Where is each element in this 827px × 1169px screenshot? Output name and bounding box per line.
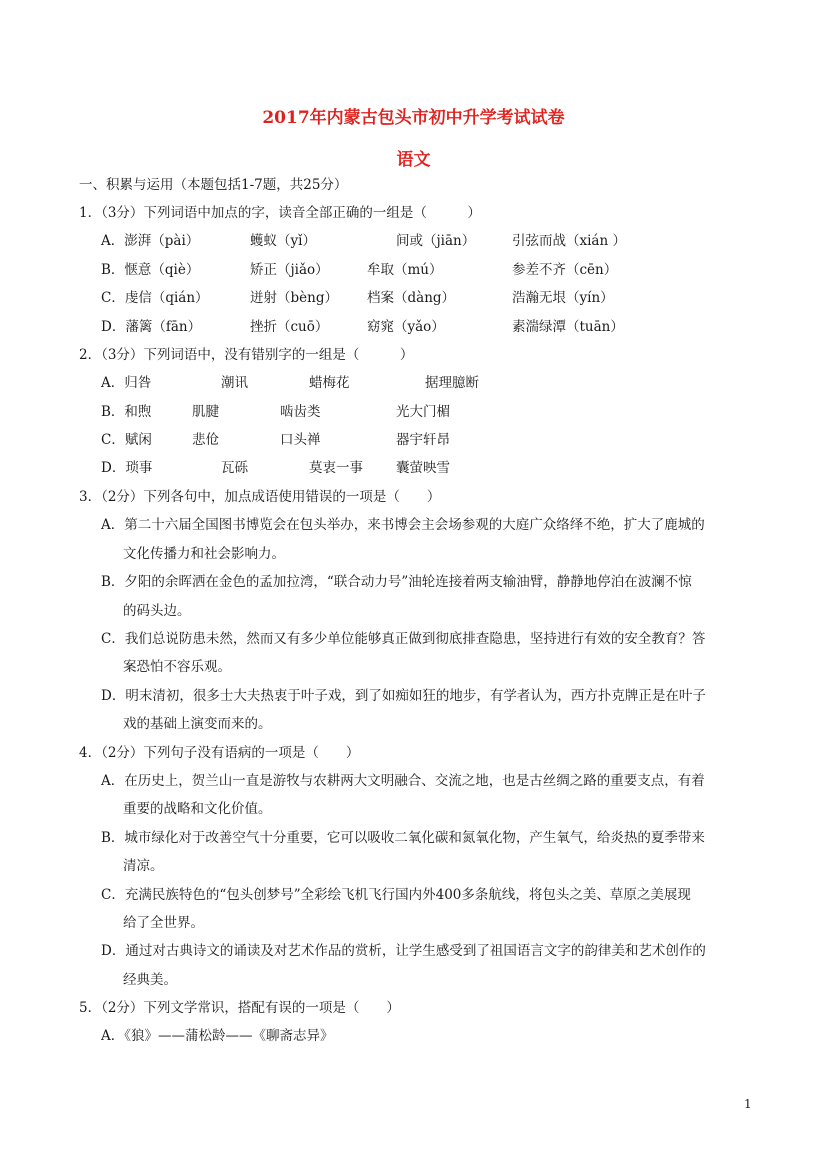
q3-option-b-line2: 的码头边。 [123, 603, 191, 619]
q1-c-col2: 迸射（bèng） [250, 290, 338, 306]
q4-option-b-line2: 清凉。 [123, 858, 164, 874]
q4-option-a-line2: 重要的战略和文化价值。 [123, 801, 272, 817]
q2-c-col3: 口头禅 [280, 432, 321, 448]
q2-a-col4: 据理臆断 [425, 375, 479, 391]
q2-d-col1: D．琐事 [101, 460, 153, 476]
section-heading: 一、积累与运用（本题包括1-7题，共25分） [79, 177, 348, 193]
q2-c-col1: C．赋闲 [101, 432, 152, 448]
question-2-stem: 2．（3分）下列词语中，没有错别字的一组是（ ） [79, 347, 414, 363]
q2-a-col1: A．归咎 [101, 375, 152, 391]
question-4-stem: 4．（2分）下列句子没有语病的一项是（ ） [79, 745, 360, 761]
q3-option-c-line1: C．我们总说防患未然，然而又有多少单位能够真正做到彻底排查隐患，坚持进行有效的安全教育？答 [101, 631, 706, 647]
q1-c-col1: C．虔信（qián） [101, 290, 209, 306]
q1-b-col4: 参差不齐（cēn） [512, 262, 618, 278]
q1-d-col2: 挫折（cuō） [250, 319, 329, 335]
q1-a-col1: A．澎湃（pài） [101, 233, 200, 249]
q1-c-col4: 浩瀚无垠（yín） [512, 290, 614, 306]
question-3-stem: 3．（2分）下列各句中，加点成语使用错误的一项是（ ） [79, 489, 441, 505]
q3-option-a-line1: A．第二十六届全国图书博览会在包头举办，来书博会主会场参观的大庭广众络绎不绝，扩大了鹿城的 [101, 517, 705, 533]
q1-b-col1: B．惬意（qiè） [101, 262, 200, 278]
q2-a-col3: 蜡梅花 [309, 375, 350, 391]
q3-option-a-line2: 文化传播力和社会影响力。 [123, 546, 285, 562]
q3-option-d-line2: 戏的基础上演变而来的。 [123, 716, 272, 732]
q2-b-col4: 光大门楣 [396, 404, 450, 420]
q1-d-col1: D．藩篱（fān） [101, 319, 202, 335]
q1-b-col3: 牟取（mú） [367, 262, 443, 278]
q4-option-c-line2: 给了全世界。 [123, 915, 204, 931]
q1-a-col4: 引弦而战（xián ） [512, 233, 626, 249]
q1-d-col4: 素湍绿潭（tuān） [512, 319, 624, 335]
q2-a-col2: 潮讯 [221, 375, 248, 391]
q3-option-b-line1: B．夕阳的余晖洒在金色的孟加拉湾，“联合动力号”油轮连接着两支输油臂，静静地停泊在波澜不惊 [101, 574, 692, 590]
q2-d-col4: 囊萤映雪 [396, 460, 450, 476]
q2-b-col1: B．和煦 [101, 404, 152, 420]
q4-option-a-line1: A．在历史上，贺兰山一直是游牧与农耕两大文明融合、交流之地，也是古丝绸之路的重要支点，有着 [101, 773, 705, 789]
q1-a-col2: 蠖蚁（yǐ） [250, 233, 316, 249]
q4-option-b-line1: B．城市绿化对于改善空气十分重要，它可以吸收二氧化碳和氮氧化物，产生氧气，给炎热的夏季带来 [101, 830, 705, 846]
q1-c-col3: 档案（dàng） [367, 290, 456, 306]
q4-option-d-line2: 经典美。 [123, 972, 177, 988]
q5-option-a: A．《狼》——蒲松龄——《聊斋志异》 [101, 1028, 334, 1044]
page-number: 1 [744, 1097, 752, 1111]
q1-a-col3: 间或（jiān） [396, 233, 476, 249]
q2-b-col2: 肌腱 [192, 404, 219, 420]
q2-d-col3: 莫衷一事 [309, 460, 363, 476]
q1-d-col3: 窈窕（yǎo） [367, 319, 445, 335]
question-5-stem: 5．（2分）下列文学常识，搭配有误的一项是（ ） [79, 1000, 400, 1016]
question-1-stem: 1．（3分）下列词语中加点的字，读音全部正确的一组是（ ） [79, 205, 481, 221]
q4-option-d-line1: D．通过对古典诗文的诵读及对艺术作品的赏析，让学生感受到了祖国语言文字的韵律美和艺术创作的 [101, 943, 706, 959]
exam-subject: 语文 [396, 150, 431, 170]
q2-b-col3: 啮齿类 [280, 404, 321, 420]
q3-option-c-line2: 案恐怕不容乐观。 [123, 659, 231, 675]
q2-c-col2: 悲伧 [192, 432, 219, 448]
q3-option-d-line1: D．明末清初，很多士大夫热衷于叶子戏，到了如痴如狂的地步，有学者认为，西方扑克牌正是在叶子 [101, 688, 706, 704]
q2-c-col4: 器宇轩昂 [396, 432, 450, 448]
exam-title: 2017年内蒙古包头市初中升学考试试卷 [262, 108, 565, 128]
q2-d-col2: 瓦砾 [221, 460, 248, 476]
q1-b-col2: 矫正（jiǎo） [250, 262, 329, 278]
q4-option-c-line1: C．充满民族特色的“包头创梦号”全彩绘飞机飞行国内外400多条航线，将包头之美、草原之美展现 [101, 887, 691, 903]
